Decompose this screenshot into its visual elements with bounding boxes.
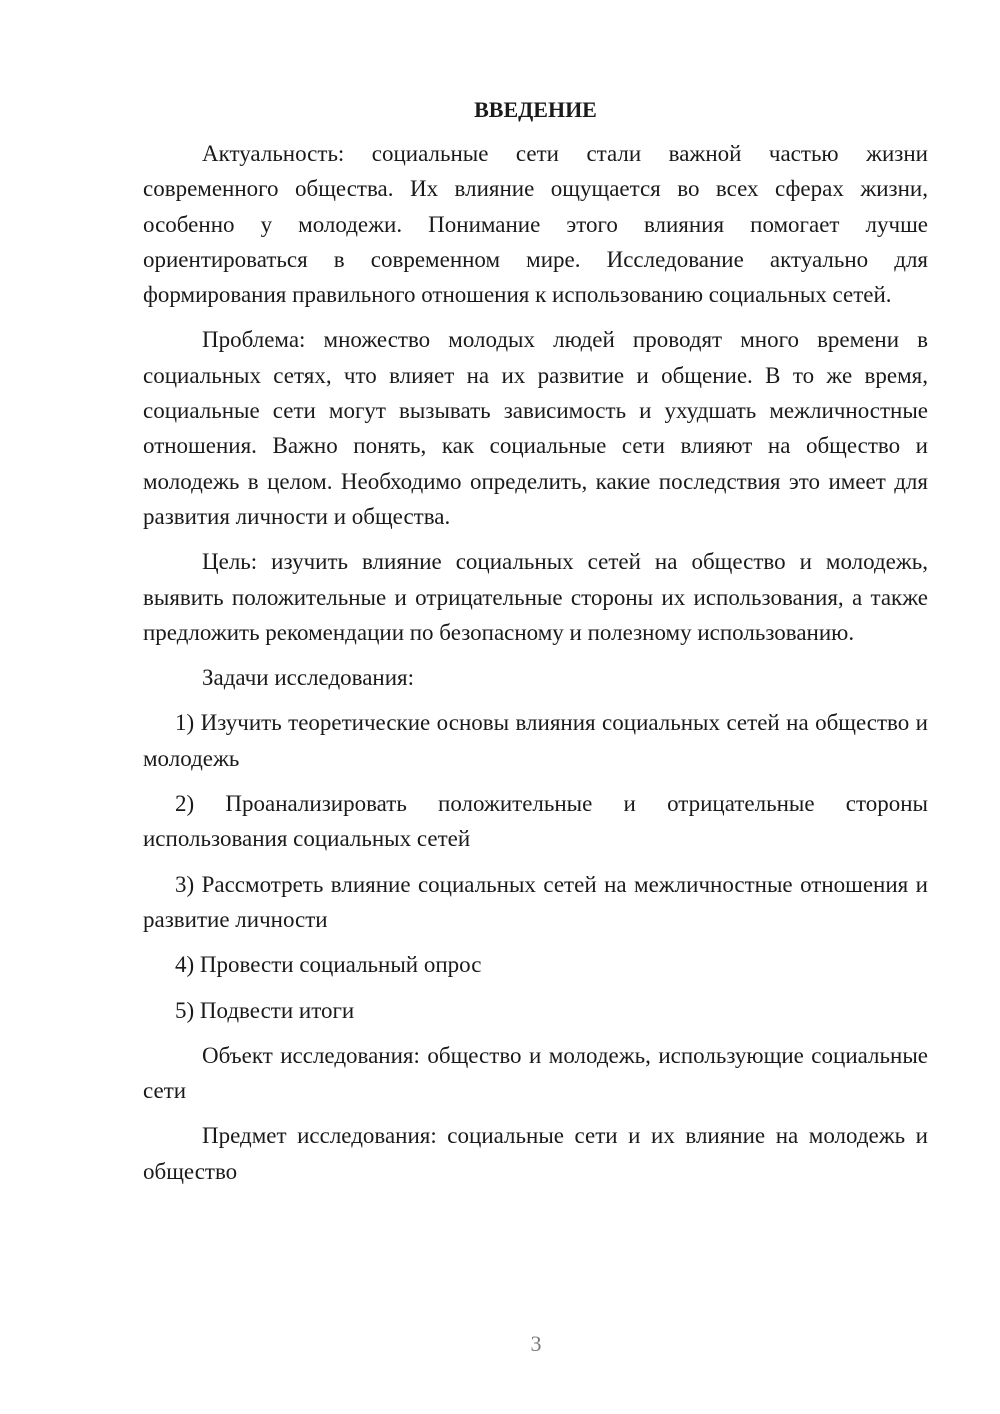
tasks-list bbox=[143, 705, 928, 1027]
document-body bbox=[143, 92, 928, 1199]
subject-paragraph: Предмет исследования: социальные сети и их влияние на молодежь и общество bbox=[143, 1123, 928, 1184]
list-item: 5) Подвести итоги bbox=[175, 997, 355, 1023]
page-title: ВВЕДЕНИЕ bbox=[474, 97, 597, 122]
list-item: 3) Рассмотреть влияние социальных сетей на межличностные отношения и развитие личности bbox=[143, 871, 928, 932]
list-item: 2) Проанализировать положительные и отрицательные стороны использования социальных сетей bbox=[143, 791, 928, 852]
relevance-paragraph: Актуальность: социальные сети стали важной частью жизни современного общества. Их влияние ощущается во всех сферах жизни, особенно у молодежи. Понимание этого влияния помогает лучше ориентироваться в современном мире. Исследование актуально для формирования правильного отношения к использованию социальных сетей. bbox=[143, 141, 928, 308]
object-paragraph: Объект исследования: общество и молодежь, использующие социальные сети bbox=[143, 1042, 928, 1104]
goal-paragraph: Цель: изучить влияние социальных сетей на общество и молодежь, выявить положительные и отрицательные стороны их использования, а также предложить рекомендации по безопасному и полезному использованию. bbox=[143, 549, 928, 645]
list-item: 1) Изучить теоретические основы влияния социальных сетей на общество и молодежь bbox=[143, 710, 928, 771]
list-item: 4) Провести социальный опрос bbox=[175, 952, 482, 978]
problem-paragraph: Проблема: множество молодых людей проводят много времени в социальных сетях, что влияет на их развитие и общение. В то же время, социальные сети могут вызывать зависимость и ухудшать межличностные отношения. Важно понять, как социальные сети влияют на общество и молодежь в целом. Необходимо определить, какие последствия это имеет для развития личности и общества. bbox=[143, 327, 928, 529]
tasks-heading: Задачи исследования: bbox=[202, 665, 415, 691]
page-number: 3 bbox=[530, 1331, 542, 1356]
